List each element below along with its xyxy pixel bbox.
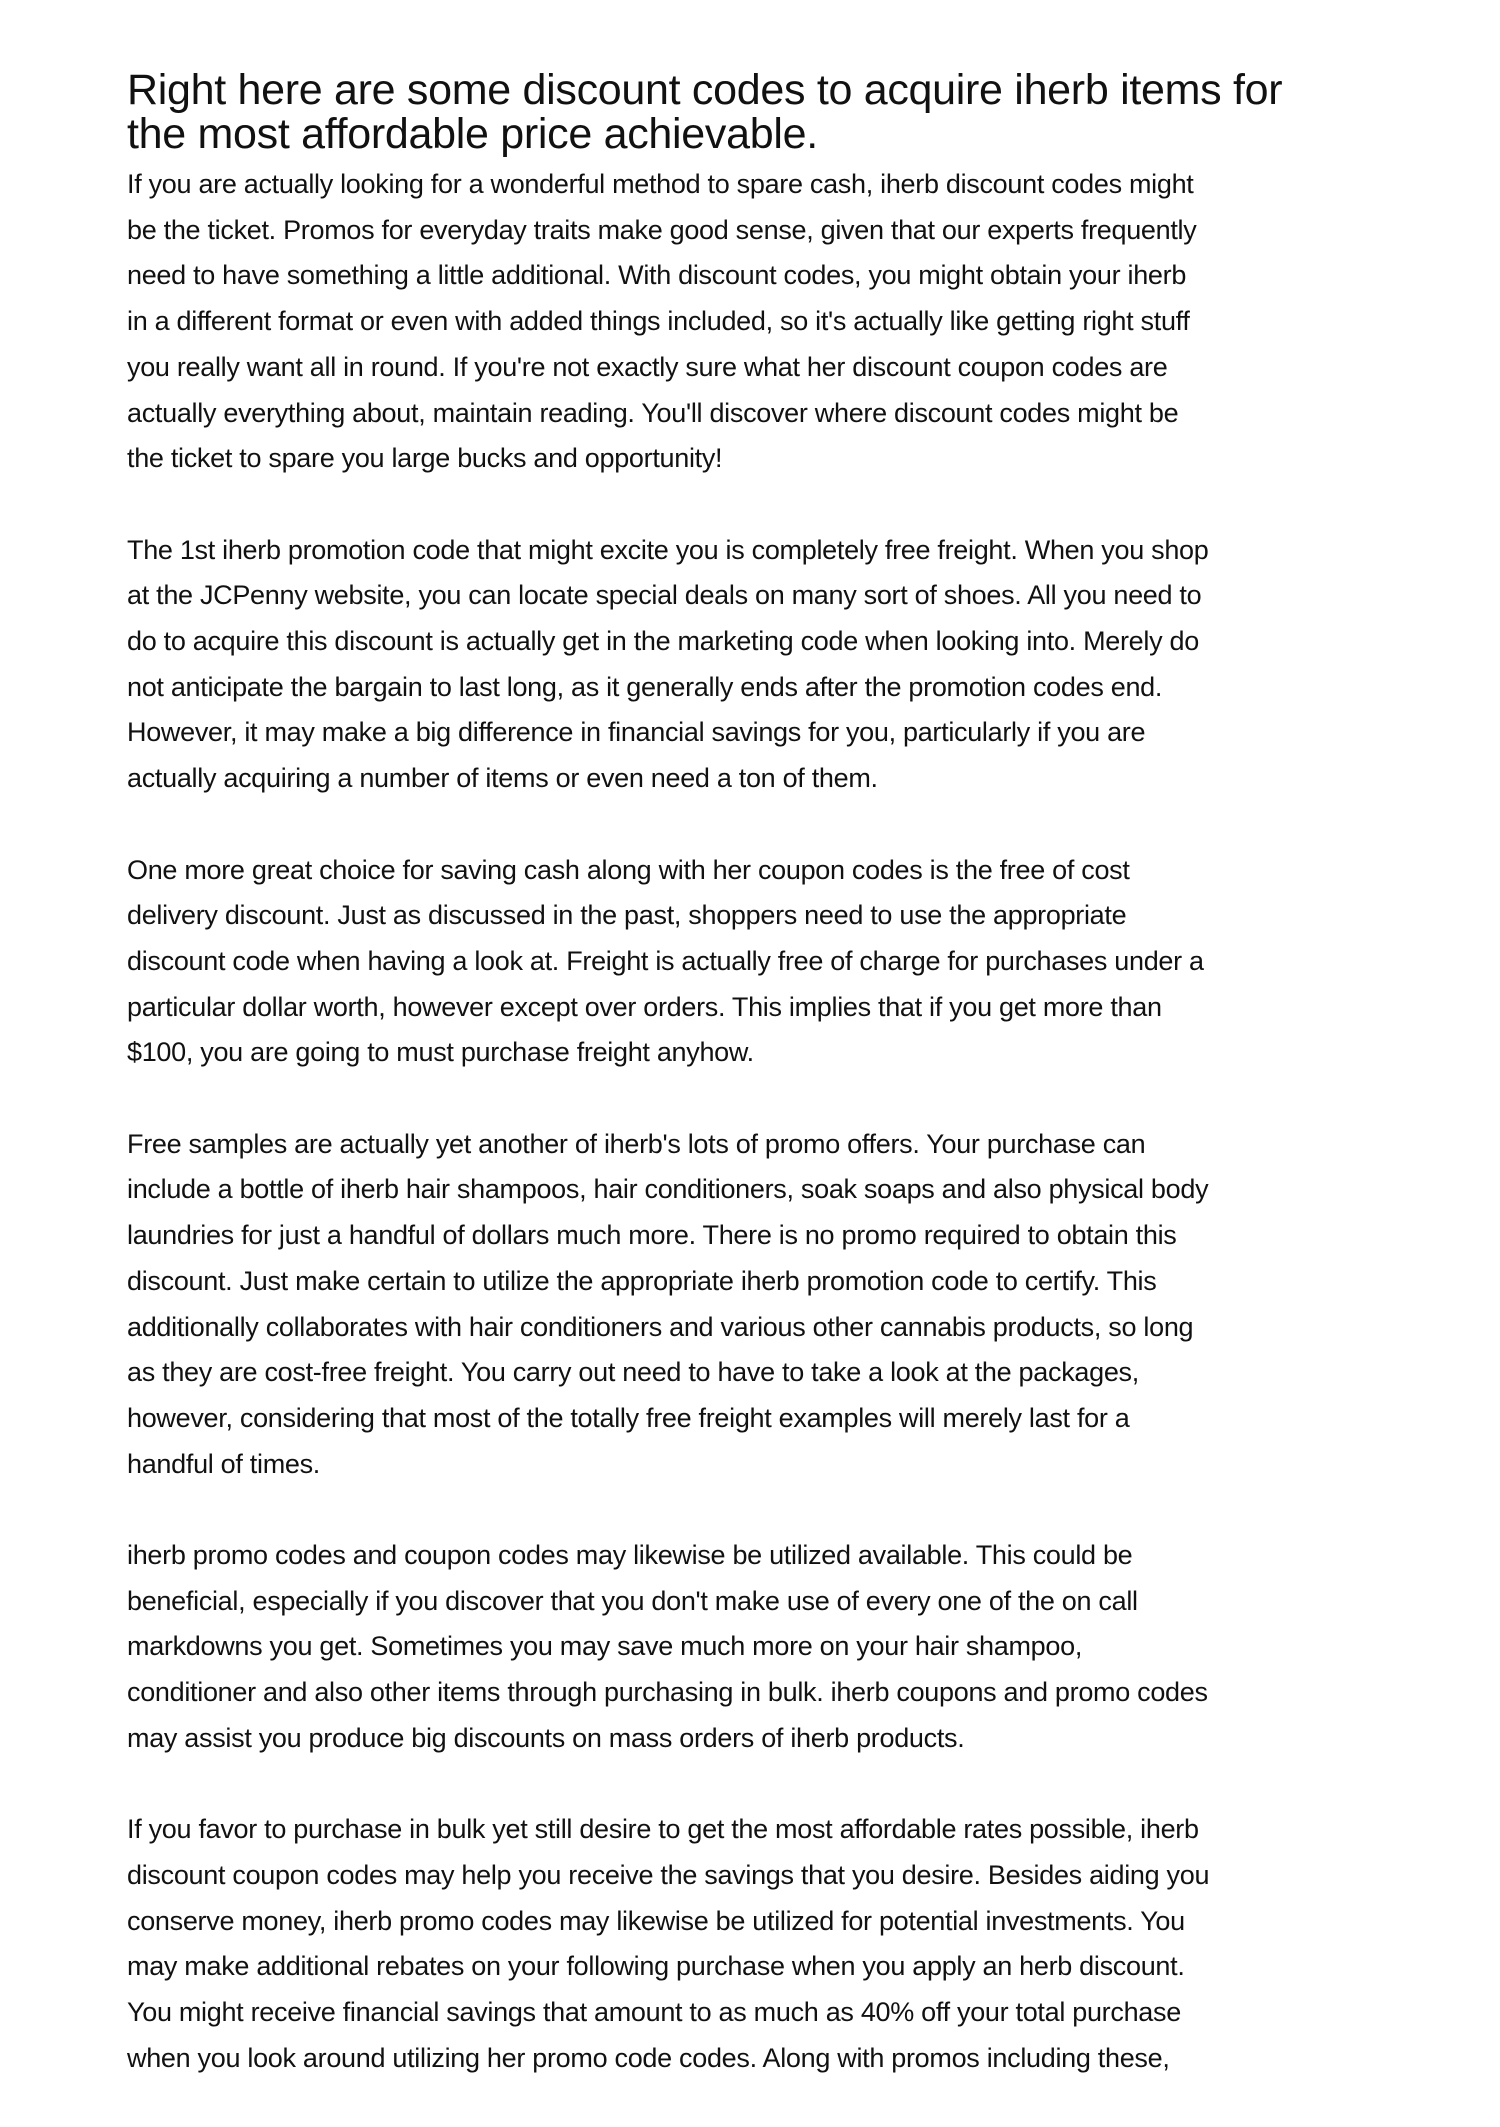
paragraph-line: include a bottle of iherb hair shampoos, hair conditioners, soak soaps and also physical body [127, 1174, 1209, 1205]
paragraph-line: may assist you produce big discounts on mass orders of iherb products. [127, 1722, 965, 1753]
paragraph-line: The 1st iherb promotion code that might excite you is completely free freight. When you shop [127, 534, 1209, 565]
paragraph-line: Free samples are actually yet another of iherb's lots of promo offers. Your purchase can [127, 1128, 1146, 1159]
paragraph-line: If you are actually looking for a wonderful method to spare cash, iherb discount codes might [127, 169, 1194, 199]
paragraph-line: be the ticket. Promos for everyday traits make good sense, given that our experts frequently [127, 214, 1197, 245]
paragraph [127, 1807, 1387, 2081]
paragraph [127, 1122, 1387, 1488]
paragraph-line: actually acquiring a number of items or even need a ton of them. [127, 763, 878, 794]
title-line: Right here are some discount codes to acquire iherb items for [127, 66, 1283, 114]
paragraph-line: you really want all in round. If you're not exactly sure what her discount coupon codes are [127, 351, 1168, 382]
paragraph-line: additionally collaborates with hair conditioners and various other cannabis products, so long [127, 1311, 1194, 1342]
paragraph-line: particular dollar worth, however except over orders. This implies that if you get more than [127, 991, 1162, 1022]
paragraph-line: discount. Just make certain to utilize the appropriate iherb promotion code to certify. This [127, 1265, 1157, 1296]
paragraph-line: however, considering that most of the totally free freight examples will merely last for a [127, 1402, 1130, 1433]
document-body [127, 162, 1387, 2081]
paragraph-line: delivery discount. Just as discussed in the past, shoppers need to use the appropriate [127, 900, 1127, 931]
paragraph-line: discount coupon codes may help you receive the savings that you desire. Besides aiding you [127, 1859, 1210, 1890]
paragraph [127, 162, 1387, 482]
paragraph-line: laundries for just a handful of dollars much more. There is no promo required to obtain this [127, 1220, 1177, 1251]
paragraph-line: $100, you are going to must purchase freight anyhow. [127, 1037, 754, 1068]
paragraph-line: You might receive financial savings that amount to as much as 40% off your total purchase [127, 1997, 1181, 2028]
paragraph [127, 1533, 1387, 1762]
paragraph-line: in a different format or even with added things included, so it's actually like getting right stuff [127, 306, 1190, 337]
paragraph-line: do to acquire this discount is actually get in the marketing code when looking into. Merely do [127, 626, 1199, 657]
title-line: the most affordable price achievable. [127, 110, 818, 158]
paragraph-line: actually everything about, maintain reading. You'll discover where discount codes might be [127, 397, 1179, 428]
paragraph-line: when you look around utilizing her promo code codes. Along with promos including these, [127, 2042, 1170, 2073]
paragraph-line: conditioner and also other items through purchasing in bulk. iherb coupons and promo codes [127, 1677, 1208, 1708]
paragraph-line: conserve money, iherb promo codes may likewise be utilized for potential investments. You [127, 1905, 1185, 1936]
document-title [127, 68, 1387, 156]
paragraph-line: If you favor to purchase in bulk yet still desire to get the most affordable rates possible, iherb [127, 1814, 1199, 1845]
paragraph-line: may make additional rebates on your following purchase when you apply an herb discount. [127, 1951, 1185, 1982]
paragraph-line: the ticket to spare you large bucks and opportunity! [127, 443, 723, 474]
paragraph [127, 848, 1387, 1077]
paragraph-line: handful of times. [127, 1448, 321, 1479]
paragraph-line: at the JCPenny website, you can locate special deals on many sort of shoes. All you need to [127, 580, 1202, 611]
paragraph-line: not anticipate the bargain to last long, as it generally ends after the promotion codes end. [127, 671, 1163, 702]
paragraph-line: need to have something a little additional. With discount codes, you might obtain your iherb [127, 260, 1187, 291]
paragraph-line: iherb promo codes and coupon codes may likewise be utilized available. This could be [127, 1540, 1133, 1571]
paragraph-line: One more great choice for saving cash along with her coupon codes is the free of cost [127, 854, 1130, 885]
paragraph-line: beneficial, especially if you discover that you don't make use of every one of the on call [127, 1585, 1138, 1616]
paragraph-line: as they are cost-free freight. You carry out need to have to take a look at the packages, [127, 1357, 1139, 1388]
paragraph-line: markdowns you get. Sometimes you may save much more on your hair shampoo, [127, 1631, 1083, 1662]
paragraph-line: However, it may make a big difference in financial savings for you, particularly if you are [127, 717, 1146, 748]
paragraph [127, 528, 1387, 802]
document-page [127, 68, 1387, 2127]
paragraph-line: discount code when having a look at. Freight is actually free of charge for purchases under a [127, 945, 1204, 976]
